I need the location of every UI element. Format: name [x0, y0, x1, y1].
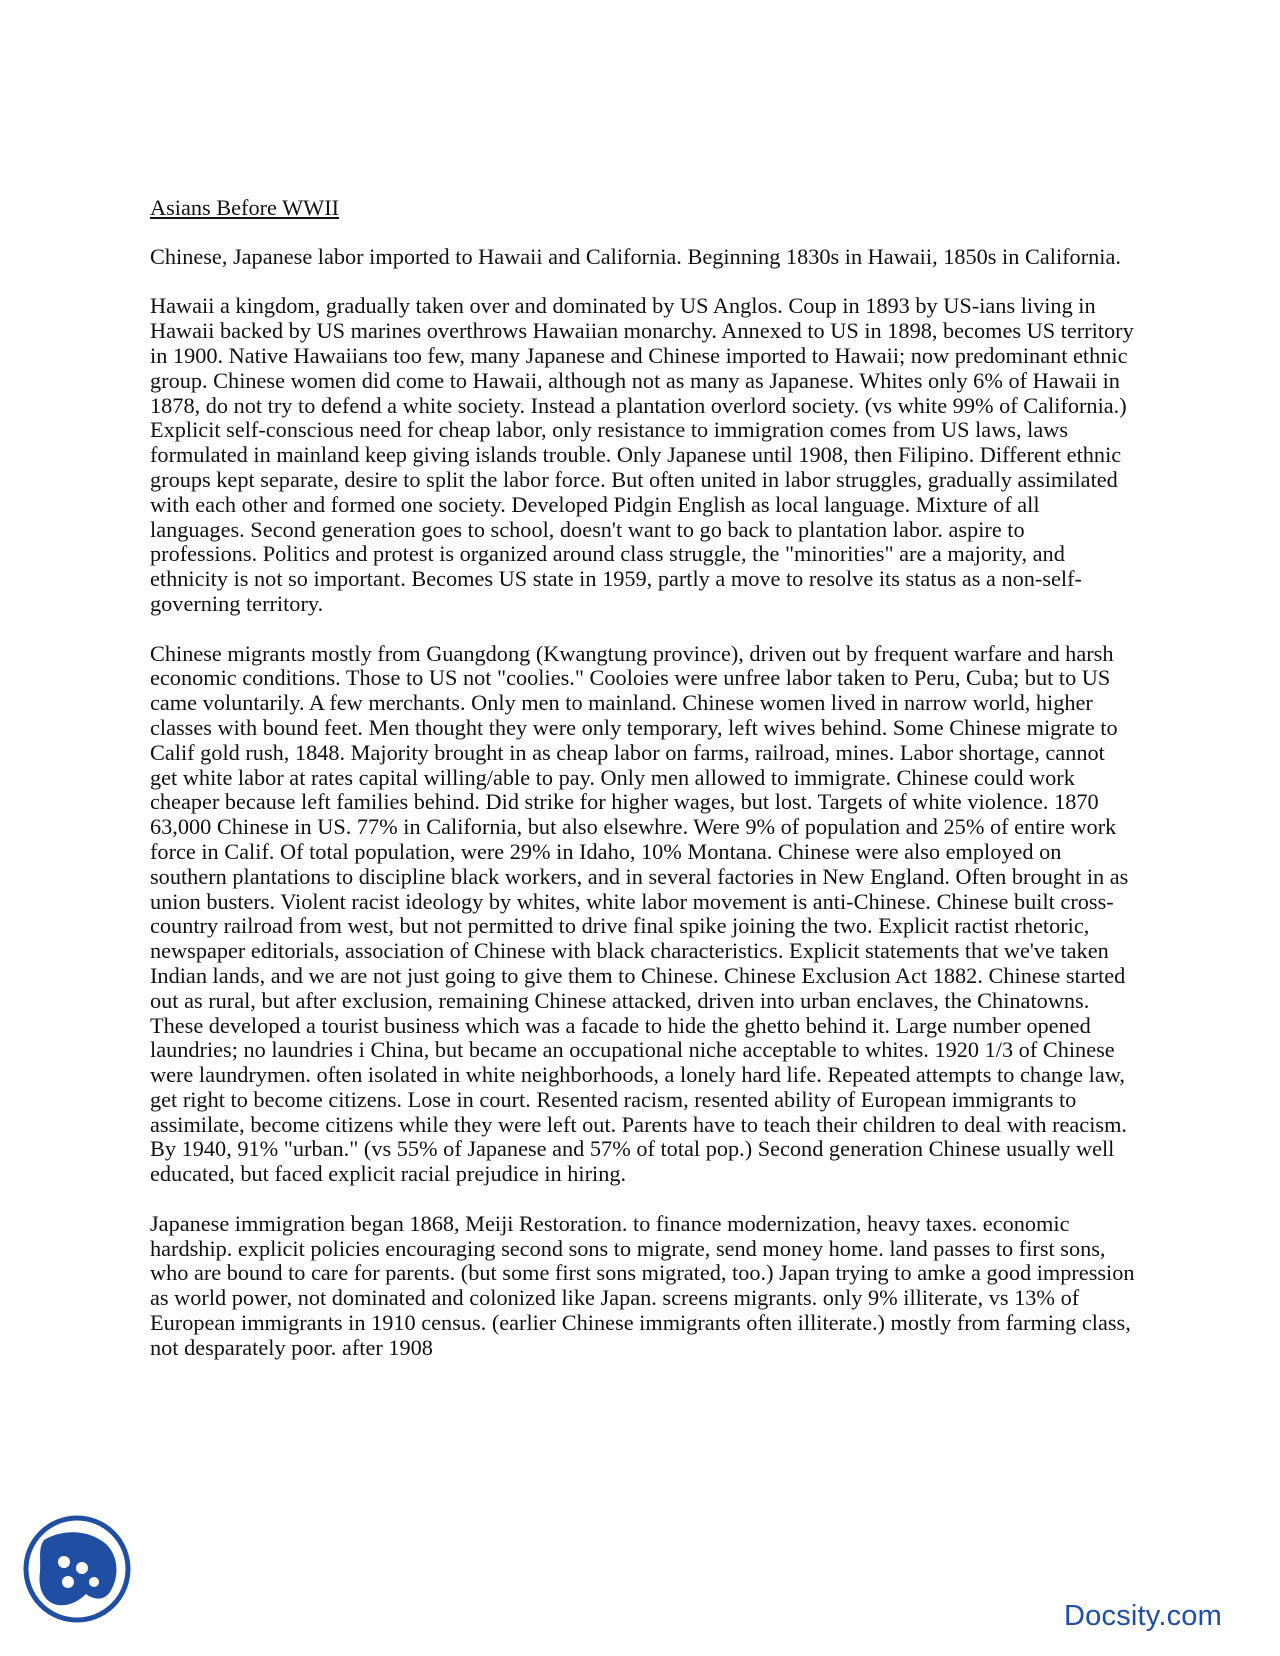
document-title: Asians Before WWII	[150, 195, 340, 220]
docsity-logo-icon	[22, 1514, 132, 1624]
paragraph-chinese-migrants: Chinese migrants mostly from Guangdong (Kwangtung province), driven out by frequent warfare and harsh economic conditions. Those to US not "coolies." Cooloies were unfree labor taken to Peru, Cuba; but to US came voluntarily. A few merchants. Only men to mainland. Chinese women lived in narrow world, higher classes with bound feet. Men thought they were only temporary, left wives behind. Some Chinese migrate to Calif gold rush, 1848. Majority brought in as cheap labor on farms, railroad, mines. Labor shortage, cannot get white labor at rates capital willing/able to pay. Only men allowed to immigrate. Chinese could work cheaper because left families behind. Did strike for higher wages, but lost. Targets of white violence. 1870 63,000 Chinese in US. 77% in California, but also elsewhre. Were 9% of population and 25% of entire work force in Calif. Of total population, were 29% in Idaho, 10% Montana. Chinese were also employed on southern plantations to discipline black workers, and in several factories in New England. Often brought in as union busters. Violent racist ideology by whites, white labor movement is anti-Chinese. Chinese built cross-country railroad from west, but not permitted to drive final spike joining the two. Explicit ractist rhetoric, newspaper editorials, association of Chinese with black characteristics. Explicit statements that we've taken Indian lands, and we are not just going to give them to Chinese. Chinese Exclusion Act 1882. Chinese started out as rural, but after exclusion, remaining Chinese attacked, driven into urban enclaves, the Chinatowns. These developed a tourist business which was a facade to hide the ghetto behind it. Large number opened laundries; no laundries i China, but became an occupational niche acceptable to whites. 1920 1/3 of Chinese were laundrymen. often isolated in white neighborhoods, a lonely hard life. Repeated attempts to change law, get right to become citizens. Lose in court. Resented racism, resented ability of European immigrants to assimilate, become citizens while they were left out. Parents have to teach their children to deal with reacism. By 1940, 91% "urban." (vs 55% of Japanese and 57% of total pop.) Second generation Chinese usually well educated, but faced explicit racial prejudice in hiring.	[150, 640, 1129, 1187]
paragraph-japanese-immigration: Japanese immigration began 1868, Meiji Restoration. to finance modernization, heavy taxes. economic hardship. explicit policies encouraging second sons to migrate, send money home. land passes to first sons, who are bound to care for parents. (but some first sons migrated, too.) Japan trying to amke a good impression as world power, not dominated and colonized like Japan. screens migrants. only 9% illiterate, vs 13% of European immigrants in 1910 census. (earlier Chinese immigrants often illiterate.) mostly from farming class, not desparately poor. after 1908	[150, 1210, 1135, 1360]
paragraph-intro: Chinese, Japanese labor imported to Hawaii and California. Beginning 1830s in Hawaii, 1850s in California.	[150, 243, 1121, 269]
document-body	[150, 196, 1135, 1361]
docsity-brand-link[interactable]: Docsity.com	[1064, 1600, 1222, 1632]
paragraph-hawaii: Hawaii a kingdom, gradually taken over and dominated by US Anglos. Coup in 1893 by US-ians living in Hawaii backed by US marines overthrows Hawaiian monarchy. Annexed to US in 1898, becomes US territory in 1900. Native Hawaiians too few, many Japanese and Chinese imported to Hawaii; now predominant ethnic group. Chinese women did come to Hawaii, although not as many as Japanese. Whites only 6% of Hawaii in 1878, do not try to defend a white society. Instead a plantation overlord society. (vs white 99% of California.) Explicit self-conscious need for cheap labor, only resistance to immigration comes from US laws, laws formulated in mainland keep giving islands trouble. Only Japanese until 1908, then Filipino. Different ethnic groups kept separate, desire to split the labor force. But often united in labor struggles, gradually assimilated with each other and formed one society. Developed Pidgin English as local language. Mixture of all languages. Second generation goes to school, doesn't want to go back to plantation labor. aspire to professions. Politics and protest is organized around class struggle, the "minorities" are a majority, and ethnicity is not so important. Becomes US state in 1959, partly a move to resolve its status as a non-self-governing territory.	[150, 293, 1134, 616]
